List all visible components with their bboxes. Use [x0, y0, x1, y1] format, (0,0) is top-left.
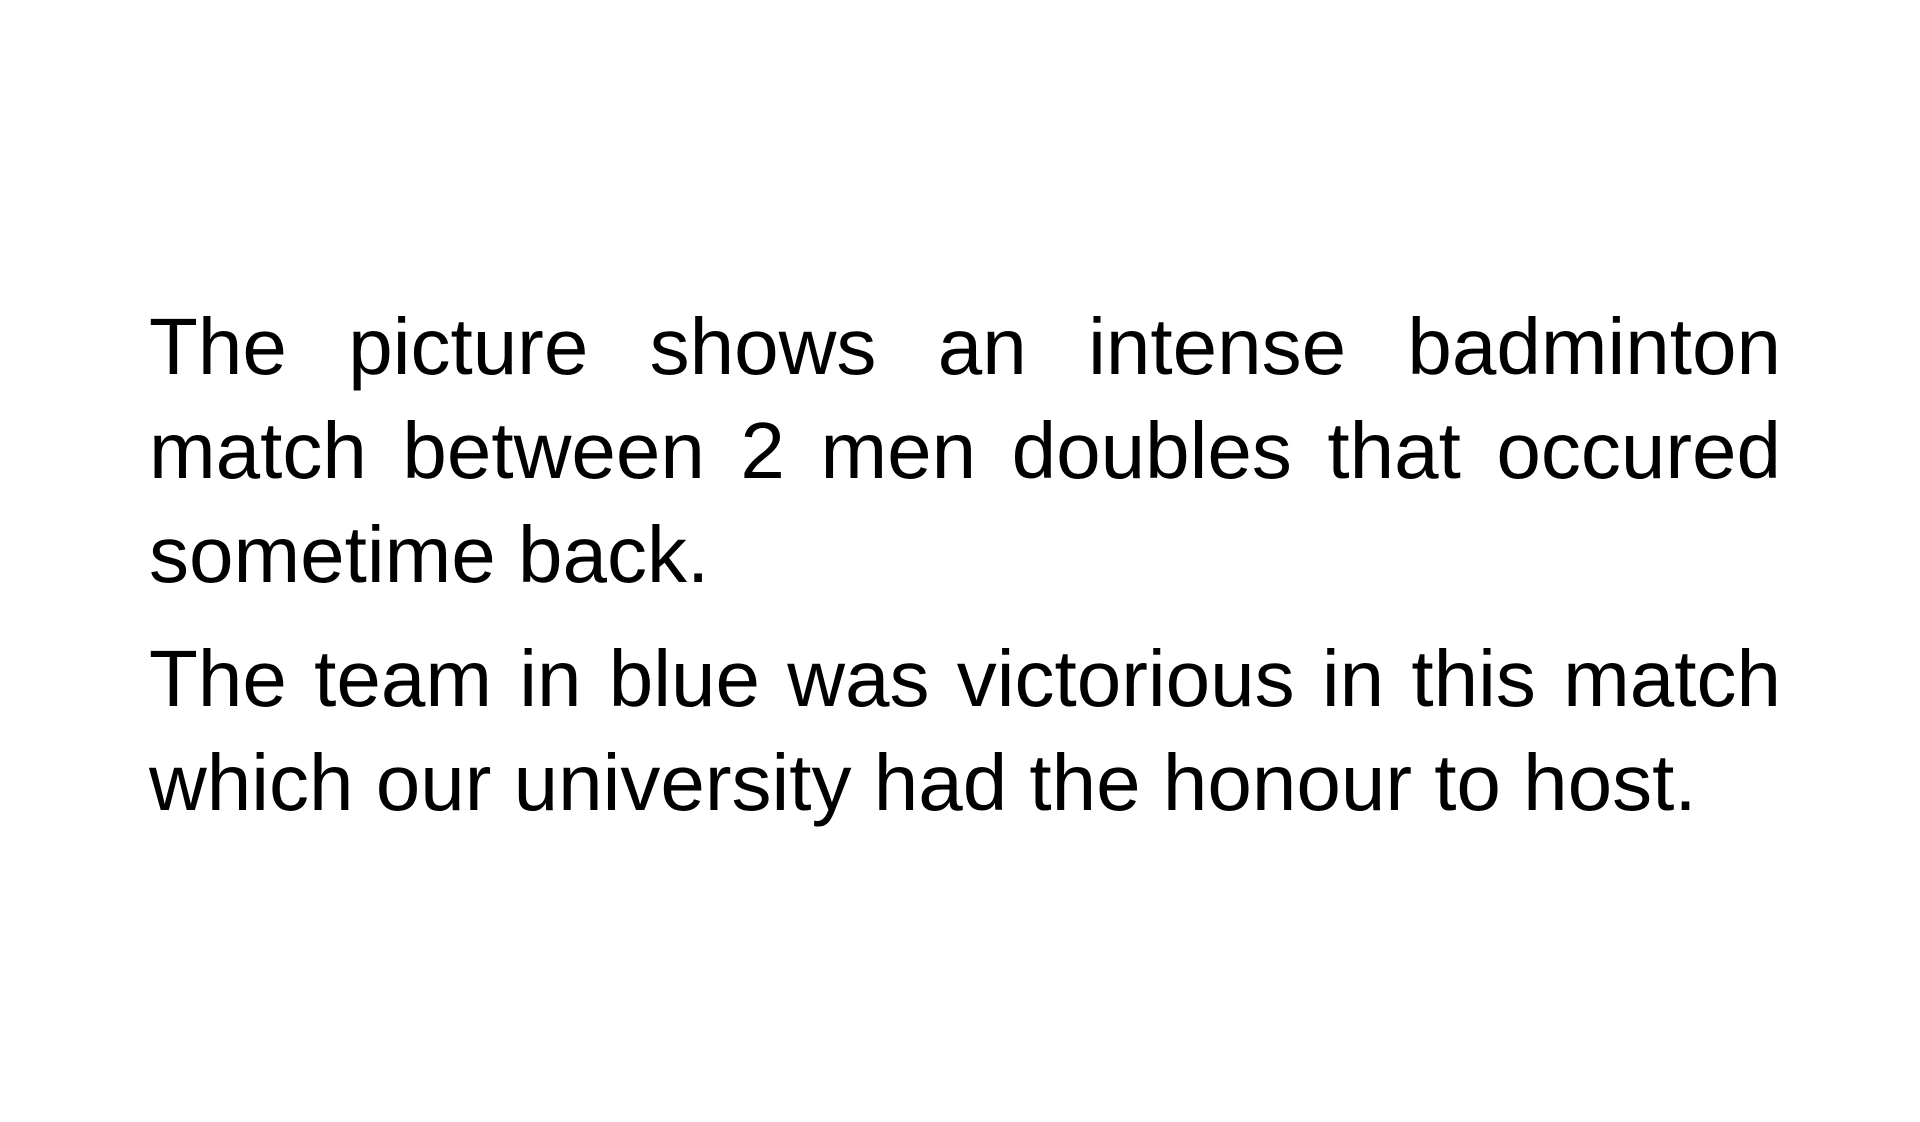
paragraph-match-description: The picture shows an intense badminton match between 2 men doubles that occured sometime back.	[149, 302, 1781, 599]
slide-body-text	[149, 295, 1781, 835]
paragraph-match-result: The team in blue was victorious in this match which our university had the honour to host.	[149, 634, 1781, 827]
